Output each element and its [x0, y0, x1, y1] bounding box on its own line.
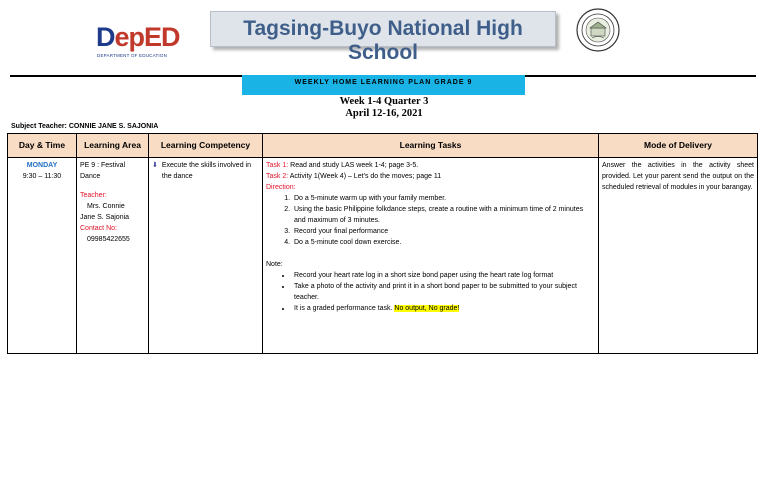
contact-label: Contact No: — [80, 225, 117, 232]
school-name-banner — [210, 11, 556, 64]
task-1: Task 1: Read and study LAS week 1-4; page 3-5. — [266, 162, 419, 169]
list-item: 1. Do a 5-minute warm up with your family member. — [292, 193, 595, 204]
list-item: • Record your heart rate log in a short size bond paper using the heart rate log format — [292, 270, 595, 281]
list-item: 3. Record your final performance — [292, 226, 595, 237]
mode-text: Answer the activities in the activity sheet provided. Let your parent send the output on the scheduled retrieval of modules in your barangay. — [602, 162, 754, 191]
task-2: Task 2: Activity 1(Week 4) – Let’s do the moves; page 11 — [266, 173, 442, 180]
plan-title: WEEKLY HOME LEARNING PLAN GRADE 9 — [294, 79, 473, 86]
direction-label: Direction: — [266, 184, 296, 191]
logo-subtitle: DEPARTMENT OF EDUCATION — [97, 53, 168, 58]
arrow-bullet-icon: ⬇ — [152, 162, 158, 169]
week-quarter: Week 1-4 Quarter 3 — [339, 96, 429, 107]
header-learning-area: Learning Area — [77, 134, 149, 158]
contact-number: 09985422655 — [87, 236, 130, 243]
list-item: • It is a graded performance task. No output, No grade! — [292, 303, 595, 314]
learning-plan-table — [7, 133, 758, 354]
list-item: 2. Using the basic Philippine folkdance steps, create a routine with a minimum time of 2 minutes and maximum of 3 minutes. — [292, 204, 595, 226]
deped-logo: DepED DEPARTMENT OF EDUCATION — [96, 22, 180, 58]
note-label: Note: — [266, 261, 283, 268]
note-list — [266, 270, 595, 314]
teacher-name-line1: Mrs. Connie — [87, 203, 125, 210]
cell-learning-area — [77, 158, 149, 354]
date-range: April 12-16, 2021 — [345, 108, 423, 119]
teacher-label: Teacher: — [80, 192, 107, 199]
cell-day-time — [8, 158, 77, 354]
list-item: 4. Do a 5-minute cool down exercise. — [292, 237, 595, 248]
header-mode-of-delivery: Mode of Delivery — [599, 134, 758, 158]
header-learning-tasks: Learning Tasks — [263, 134, 599, 158]
day: MONDAY — [26, 162, 58, 169]
header-day-time: Day & Time — [8, 134, 77, 158]
competency-text: Execute the skills involved in the dance — [161, 162, 251, 180]
school-seal-icon — [576, 8, 620, 52]
no-output-warning: No output, No grade! — [394, 305, 460, 312]
learning-area: PE 9 : Festival Dance — [80, 162, 126, 180]
time: 9:30 – 11:30 — [22, 173, 62, 180]
direction-list — [266, 193, 595, 248]
header-learning-competency: Learning Competency — [149, 134, 263, 158]
subject-teacher: Subject Teacher: CONNIE JANE S. SAJONIA — [11, 123, 159, 130]
plan-title-bar — [242, 75, 525, 95]
school-name: Tagsing-Buyo National High School — [243, 17, 523, 64]
cell-learning-competency — [149, 158, 263, 354]
cell-mode-of-delivery — [599, 158, 758, 354]
cell-learning-tasks — [263, 158, 599, 354]
teacher-name-line2: Jane S. Sajonia — [80, 214, 130, 221]
table-row — [8, 158, 758, 354]
list-item: • Take a photo of the activity and print it in a short bond paper to be submitted to your subject teacher. — [292, 281, 595, 303]
